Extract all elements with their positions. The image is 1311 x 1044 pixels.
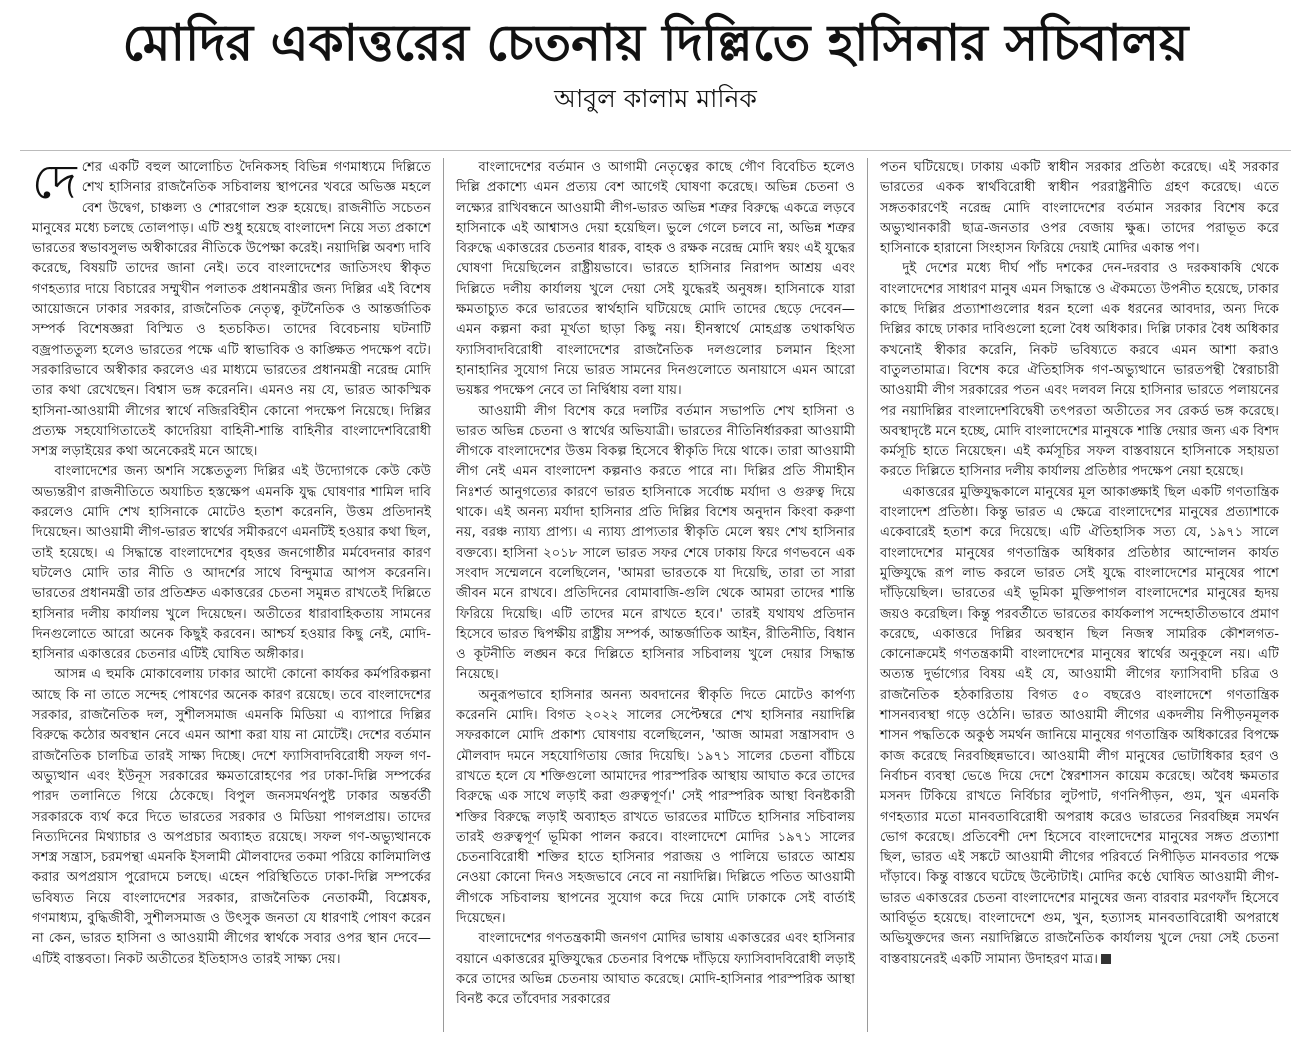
article-paragraph: দুই দেশের মধ্যে দীর্ঘ পাঁচ দশকের দেন-দরবার ও দরকষাকষি থেকে বাংলাদেশের সাধারণ মানুষ এমন সিদ্ধান্তে ও ঐকমত্যে উপনীত হয়েছে, ঢাকার কাছে দিল্লির প্রত্যাশাগুলোর ধরন হলো এক ধরনের আবদার, অন্য দিকে দিল্লির কাছে ঢাকার দাবিগুলো হলো বৈধ অধিকার। দিল্লি ঢাকার বৈধ অধিকার কখনোই স্বীকার করেনি, নিকট ভবিষ্যতে করবে এমন আশা করাও বাতুলতামাত্র। বিশেষ করে ঐতিহাসিক গণ-অভ্যুত্থানে ভারতপন্থী স্বৈরাচারী আওয়ামী লীগ সরকারের পতন এবং দলবল নিয়ে হাসিনার ভারতে পলায়নের পর নয়াদিল্লির বাংলাদেশবিদ্বেষী তৎপরতা অতীতের সব রেকর্ড ভঙ্গ করেছে। অবস্থাদৃষ্টে মনে হচ্ছে, মোদি বাংলাদেশের মানুষকে শাস্তি দেয়ার জন্য এক বিশদ কর্মসূচি হাতে নিয়েছেন। এই কর্মসূচির সফল বাস্তবায়নে হাসিনাকে সহায়তা করতে দিল্লিতে হাসিনার দলীয় কার্যালয় প্রতিষ্ঠার পদক্ষেপ নেয়া হয়েছে। [880, 261, 1279, 480]
article-paragraph: আওয়ামী লীগ বিশেষ করে দলটির বর্তমান সভাপতি শেখ হাসিনা ও ভারত অভিন্ন চেতনা ও স্বার্থের অভিযাত্রী। ভারতের নীতিনির্ধারকরা আওয়ামী লীগকে বাংলাদেশের উত্তম বিকল্প হিসেবে স্বীকৃতি দিয়ে থাকে। তারা আওয়ামী লীগ নেই এমন বাংলাদেশ কল্পনাও করতে পারে না। দিল্লির প্রতি সীমাহীন নিঃশর্ত আনুগত্যের কারণে ভারত হাসিনাকে সর্বোচ্চ মর্যাদা ও গুরুত্ব দিয়ে থাকে। এই অনন্য মর্যাদা হাসিনার প্রতি দিল্লির বিশেষ অনুদান কিংবা করুণা নয়, বরঞ্চ ন্যায্য প্রাপ্য। এ ন্যায্য প্রাপ্যতার স্বীকৃতি মেলে স্বয়ং শেখ হাসিনার বক্তব্যে। হাসিনা ২০১৮ সালে ভারত সফর শেষে ঢাকায় ফিরে গণভবনে এক সংবাদ সম্মেলনে বলেছিলেন, 'আমরা ভারতকে যা দিয়েছি, তারা তা সারা জীবন মনে রাখবে। প্রতিদিনের বোমাবাজি-গুলি থেকে আমরা তাদের শান্তি ফিরিয়ে দিয়েছি। এটি তাদের মনে রাখতে হবে।' তারই যথাযথ প্রতিদান হিসেবে ভারত দ্বিপক্ষীয় রাষ্ট্রীয় সম্পর্ক, আন্তর্জাতিক আইন, রীতিনীতি, বিধান ও কূটনীতি লঙ্ঘন করে দিল্লিতে হাসিনার সচিবালয় খুলে দেয়ার সিদ্ধান্ত নিয়েছে। [456, 403, 855, 683]
article-paragraph: অনুরূপভাবে হাসিনার অনন্য অবদানের স্বীকৃতি দিতে মোটেও কার্পণ্য করেননি মোদি। বিগত ২০২২ সালের সেপ্টেম্বরে শেখ হাসিনার নয়াদিল্লি সফরকালে মোদি প্রকাশ্য ঘোষণায় বলেছিলেন, 'আজ আমরা সন্ত্রাসবাদ ও মৌলবাদ দমনে সহযোগিতায় জোর দিয়েছি। ১৯৭১ সালের চেতনা বাঁচিয়ে রাখতে হলে যে শক্তিগুলো আমাদের পারস্পরিক আস্থায় আঘাত করে তাদের বিরুদ্ধে এক সাথে লড়াই করা গুরুত্বপূর্ণ।' সেই পারস্পরিক আস্থা বিনষ্টকারী শক্তির বিরুদ্ধে লড়াই অব্যাহত রাখতে ভারতের মাটিতে হাসিনার সচিবালয় তারই গুরুত্বপূর্ণ ভূমিকা পালন করবে। বাংলাদেশে মোদির ১৯৭১ সালের চেতনাবিরোধী শক্তির হাতে হাসিনার পরাজয় ও পালিয়ে ভারতে আশ্রয় নেওয়া কোনো দিনও সহজভাবে নেবে না নয়াদিল্লি। দিল্লিতে পতিত আওয়ামী লীগকে সচিবালয় স্থাপনের সুযোগ করে দিয়ে মোদি ঢাকাকে সেই বার্তাই দিয়েছেন। [456, 687, 855, 926]
paragraph-text: শের একটি বহুল আলোচিত দৈনিকসহ বিভিন্ন গণমাধ্যমে দিল্লিতে শেখ হাসিনার রাজনৈতিক সচিবালয় স্থাপনের খবরে অভিজ্ঞ মহলে বেশ উদ্বেগ, চাঞ্চল্য ও শোরগোল শুরু হয়েছে। রাজনীতি সচেতন মানুষের মধ্যে চলছে তোলপাড়। এটি শুধু হয়েছে বাংলাদেশ নিয়ে সত্য প্রকাশে ভারতের স্বভাবসুলভ অস্বীকারের নীতিকে উপেক্ষা করেই। নয়াদিল্লি অবশ্য দাবি করেছে, বিষয়টি তাদের জানা নেই। তবে বাংলাদেশের জাতিসংঘ স্বীকৃত গণহত্যার দায়ে বিচারের সম্মুখীন পলাতক প্রধানমন্ত্রীর জন্য দিল্লির এই বিশেষ আয়োজনে ঢাকার সরকার, রাজনৈতিক নেতৃত্ব, কূটনৈতিক ও আন্তর্জাতিক সম্পর্ক বিশেষজ্ঞরা বিস্মিত ও হতচকিত। তাদের বিবেচনায় ঘটনাটি বজ্রপাততুল্য হলেও ভারতের পক্ষে এটি স্বাভাবিক ও কাঙ্ক্ষিত পদক্ষেপ বটে। সরকারিভাবে অস্বীকার করলেও এর মাধ্যমে ভারতের প্রধানমন্ত্রী নরেন্দ্র মোদি তার কথা রেখেছেন। বিশ্বাস ভঙ্গ করেননি। এমনও নয় যে, ভারত আকস্মিক হাসিনা-আওয়ামী লীগের স্বার্থে নজিরবিহীন কোনো পদক্ষেপ নিয়েছে। দিল্লির প্রত্যক্ষ সহযোগিতাতেই কাদেরিয়া বাহিনী-শান্তি বাহিনীর বাংলাদেশবিরোধী সশস্ত্র লড়াইয়ের কথা অনেকেরই মনে আছে। [32, 160, 431, 460]
article-paragraph: আসন্ন এ হুমকি মোকাবেলায় ঢাকার আদৌ কোনো কার্যকর কর্মপরিকল্পনা আছে কি না তাতে সন্দেহ পোষণের অনেক কারণ রয়েছে। তবে বাংলাদেশের সরকার, রাজনৈতিক দল, সুশীলসমাজ এমনকি মিডিয়া এ ব্যাপারে দিল্লির বিরুদ্ধে কঠোর অবস্থান নেবে এমন আশা করা যায় না মোটেই। দেশের বর্তমান রাজনৈতিক চালচিত্র তারই সাক্ষ্য দিচ্ছে। দেশে ফ্যাসিবাদবিরোধী সফল গণ-অভ্যুত্থান এবং ইউনূস সরকারের ক্ষমতারোহণের পর ঢাকা-দিল্লি সম্পর্কের পারদ তলানিতে গিয়ে ঠেকেছে। বিপুল জনসমর্থনপুষ্ট ঢাকার অন্তর্বর্তী সরকারকে ব্যর্থ করে দিতে ভারতের সরকার ও মিডিয়া পাগলপ্রায়। তাদের নিত্যদিনের মিথ্যাচার ও অপপ্রচার অব্যাহত রয়েছে। সফল গণ-অভ্যুত্থানকে সশস্ত্র সন্ত্রাস, চরমপন্থা এমনকি ইসলামী মৌলবাদের তকমা পরিয়ে কালিমালিপ্ত করার অপপ্রয়াস পুরোদমে চলছে। এহেন পরিস্থিতিতে ঢাকা-দিল্লি সম্পর্কের ভবিষ্যত নিয়ে বাংলাদেশের সরকার, রাজনৈতিক নেতাকর্মী, বিশ্লেষক, গণমাধ্যম, বুদ্ধিজীবী, সুশীলসমাজ ও উৎসুক জনতা যে ধারণাই পোষণ করেন না কেন, ভারত হাসিনা ও আওয়ামী লীগের স্বার্থকে সবার ওপর স্থান দেবে— এটিই বাস্তবতা। নিকট অতীতের ইতিহাসও তারই সাক্ষ্য দেয়। [32, 667, 431, 967]
article-paragraph: বাংলাদেশের গণতন্ত্রকামী জনগণ মোদির ভাষায় একাত্তরের এবং হাসিনার বয়ানে একাত্তরের মুক্তিযুদ্ধের চেতনার বিপক্ষে দাঁড়িয়ে ফ্যাসিবাদবিরোধী লড়াই করে তাদের অভিন্ন চেতনায় আঘাত করেছে। মোদি-হাসিনার পারস্পরিক আস্থা বিনষ্ট করে তাঁবেদার সরকারের [456, 931, 855, 1008]
byline-divider [20, 150, 1291, 151]
article-paragraph: বাংলাদেশের জন্য অশনি সঙ্কেততুল্য দিল্লির এই উদ্যোগকে কেউ কেউ অভ্যন্তরীণ রাজনীতিতে অযাচিত হস্তক্ষেপ এমনকি যুদ্ধ ঘোষণার শামিল দাবি করলেও মোদি শেখ হাসিনাকে মোটেও হতাশ করেননি, উত্তম প্রতিদানই দিয়েছেন। আওয়ামী লীগ-ভারত স্বার্থের সমীকরণে এমনটিই হওয়ার কথা ছিল, তাই হয়েছে। এ সিদ্ধান্তে বাংলাদেশের বৃহত্তর জনগোষ্ঠীর মর্মবেদনার কারণ ঘটলেও মোদি তার নীতি ও আদর্শের সাথে বিন্দুমাত্র আপস করেননি। ভারতের প্রধানমন্ত্রী তার প্রতিশ্রুত একাত্তরের চেতনা সমুন্নত রাখতেই দিল্লিতে হাসিনার দলীয় কার্যালয় খুলে দিয়েছেন। অতীতের ধারাবাহিকতায় সামনের দিনগুলোতে আরো অনেক কিছুই করবেন। আশ্চর্য হওয়ার কিছু নেই, মোদি-হাসিনার একাত্তরের চেতনার এটিই ঘোষিত অঙ্গীকার। [32, 464, 431, 663]
article-headline: মোদির একাত্তরের চেতনায় দিল্লিতে হাসিনার সচিবালয় [122, 13, 1189, 72]
end-of-article-icon [1101, 954, 1111, 964]
drop-cap: দে [32, 158, 77, 210]
article-paragraph [880, 483, 1279, 970]
article-column-1 [20, 158, 443, 1032]
paragraph-text: একাত্তরের মুক্তিযুদ্ধকালে মানুষের মূল আকাঙ্ক্ষাই ছিল একটি গণতান্ত্রিক বাংলাদেশ প্রতিষ্ঠা। কিন্তু ভারত এ ক্ষেত্রে বাংলাদেশের মানুষের প্রত্যাশাকে একেবারেই হতাশ করে দিয়েছে। এটি ঐতিহাসিক সত্য যে, ১৯৭১ সালে বাংলাদেশের মানুষের গণতান্ত্রিক অধিকার প্রতিষ্ঠার আন্দোলন কার্যত মুক্তিযুদ্ধে রূপ লাভ করলে ভারত সেই যুদ্ধে বাংলাদেশের মানুষের পাশে দাঁড়িয়েছিল। ভারতের এই ভূমিকা মুক্তিপাগল বাংলাদেশের মানুষের হৃদয় জয়ও করেছিল। কিন্তু পরবর্তীতে ভারতের কার্যকলাপ সন্দেহাতীতভাবে প্রমাণ করেছে, একাত্তরে দিল্লির অবস্থান ছিল নিজস্ব সামরিক কৌশলগত-কোনোক্রমেই গণতন্ত্রকামী বাংলাদেশের মানুষের স্বার্থের অনুকূলে নয়। এটি অত্যন্ত দুর্ভাগ্যের বিষয় এই যে, আওয়ামী লীগের ফ্যাসিবাদী চরিত্র ও রাজনৈতিক হঠকারিতায় বিগত ৫০ বছরেও বাংলাদেশে গণতান্ত্রিক শাসনব্যবস্থা গড়ে ওঠেনি। ভারত আওয়ামী লীগের একদলীয় নিপীড়নমূলক শাসন পদ্ধতিকে অকুণ্ঠ সমর্থন জানিয়ে মানুষের গণতান্ত্রিক অধিকারের বিপক্ষে কাজ করেছে নিরবচ্ছিন্নভাবে। আওয়ামী লীগ মানুষের ভোটাধিকার হরণ ও নির্বাচন ব্যবস্থা ভেঙে দিয়ে দেশে স্বৈরশাসন কায়েম করেছে। অবৈধ ক্ষমতার মসনদ টিকিয়ে রাখতে নির্বিচার লুটপাট, গণনিপীড়ন, গুম, খুন এমনকি গণহত্যার মতো মানবতাবিরোধী অপরাধ করেও ভারতের নিরবচ্ছিন্ন সমর্থন ভোগ করেছে। প্রতিবেশী দেশ হিসেবে বাংলাদেশের মানুষের সঙ্গত প্রত্যাশা ছিল, ভারত এই সঙ্কটে আওয়ামী লীগের পরিবর্তে নিপীড়িত মানবতার পক্ষে দাঁড়াবে। কিন্তু বাস্তবে ঘটেছে উল্টোটাই। মোদির কণ্ঠে ঘোষিত আওয়ামী লীগ-ভারত একাত্তরের চেতনা বাংলাদেশের মানুষের জন্য বারবার মরণফাঁদ হিসেবে আবির্ভূত হয়েছে। বাংলাদেশে গুম, খুন, হত্যাসহ মানবতাবিরোধী অপরাধে অভিযুক্তদের জন্য নয়াদিল্লিতে রাজনৈতিক কার্যালয় খুলে দেয়া সেই চেতনা বাস্তবায়নেরই একটি সামান্য উদাহরণ মাত্র। [880, 484, 1279, 967]
article-paragraph: বাংলাদেশের বর্তমান ও আগামী নেতৃত্বের কাছে গৌণ বিবেচিত হলেও দিল্লি প্রকাশ্যে এমন প্রত্যয় বেশ আগেই ঘোষণা করেছে। অভিন্ন চেতনা ও লক্ষ্যের রাখিবন্ধনে আওয়ামী লীগ-ভারত অভিন্ন শত্রুর বিরুদ্ধে একত্রে লড়বে হাসিনাকে এই আশ্বাসও দেয়া হয়েছিল। ভুলে গেলে চলবে না, অভিন্ন শত্রুর বিরুদ্ধে একাত্তরের চেতনার ধারক, বাহক ও রক্ষক নরেন্দ্র মোদি স্বয়ং এই যুদ্ধের ঘোষণা দিয়েছিলেন রাষ্ট্রীয়ভাবে। ভারতে হাসিনার নিরাপদ আশ্রয় এবং দিল্লিতে দলীয় কার্যালয় খুলে দেয়া সেই যুদ্ধেরই অনুষঙ্গ। হাসিনাকে যারা ক্ষমতাচ্যুত করে ভারতের স্বার্থহানি ঘটিয়েছে মোদি তাদের ছেড়ে দেবেন— এমন কল্পনা করা মূর্খতা ছাড়া কিছু নয়। হীনস্বার্থে মোহগ্রস্ত তথাকথিত ফ্যাসিবাদবিরোধী বাংলাদেশের রাজনৈতিক দলগুলোর চলমান হিংসা হানাহানির সুযোগ নিয়ে ভারত সামনের দিনগুলোতে অনায়াসে এমন আরো ভয়ঙ্কর পদক্ষেপ নেবে তা নির্দ্বিধায় বলা যায়। [456, 160, 855, 399]
article-body [20, 158, 1291, 1032]
article-column-3 [867, 158, 1291, 1032]
article-paragraph: পতন ঘটিয়েছে। ঢাকায় একটি স্বাধীন সরকার প্রতিষ্ঠা করেছে। এই সরকার ভারতের একক স্বার্থবিরোধী স্বাধীন পররাষ্ট্রনীতি গ্রহণ করেছে। এতে সঙ্গতকারণেই নরেন্দ্র মোদি বাংলাদেশের বর্তমান সরকার বিশেষ করে অভ্যুত্থানকারী ছাত্র-জনতার ওপর বেজায় ক্ষুব্ধ। তাদের পরাভূত করে হাসিনাকে হারানো সিংহাসন ফিরিয়ে দেয়াই মোদির একান্ত পণ। [880, 160, 1279, 257]
article-byline: আবুল কালাম মানিক [554, 84, 757, 113]
article-paragraph [32, 158, 431, 462]
article-column-2 [443, 158, 867, 1032]
